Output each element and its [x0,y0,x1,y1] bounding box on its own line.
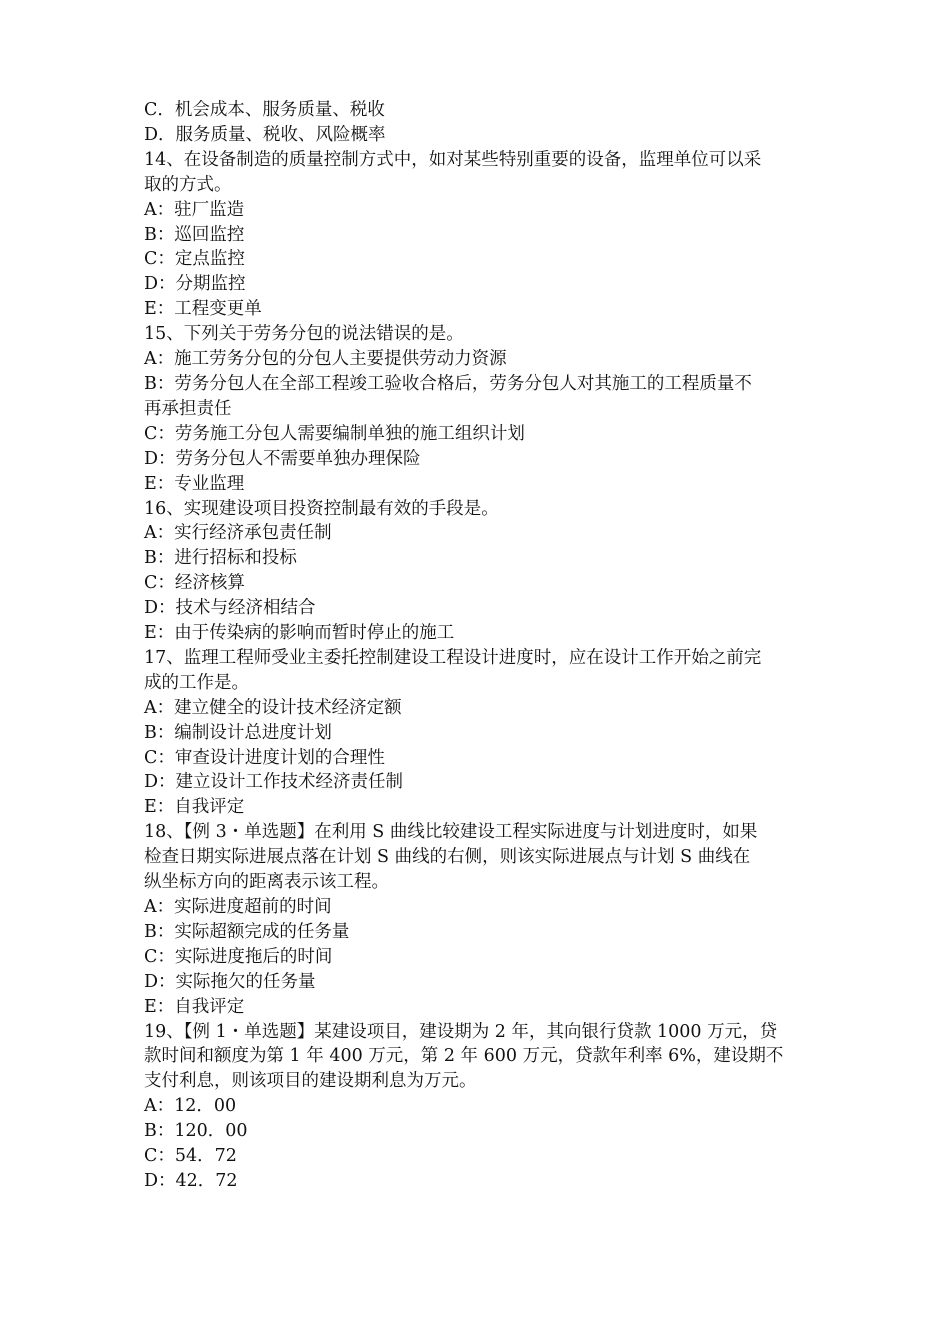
option-d-q13: D．服务质量、税收、风险概率 [144,124,386,145]
question-16: 16、实现建设项目投资控制最有效的手段是。 [144,498,499,519]
option-b-q19: B：120．00 [144,1121,248,1142]
option-e-q15: E：专业监理 [144,473,245,494]
question-19-cont-1: 款时间和额度为第 1 年 400 万元，第 2 年 600 万元，贷款年利率 6%，建设期不 [144,1046,784,1067]
option-c-q17: C：审查设计进度计划的合理性 [144,747,385,768]
option-b-q16: B：进行招标和投标 [144,548,297,569]
question-14-cont: 取的方式。 [144,174,232,195]
option-b-q18: B：实际超额完成的任务量 [144,921,350,942]
option-e-q16: E：由于传染病的影响而暂时停止的施工 [144,623,455,644]
option-c-q14: C：定点监控 [144,249,245,270]
question-15: 15、下列关于劳务分包的说法错误的是。 [144,324,464,345]
option-e-q14: E：工程变更单 [144,299,262,320]
option-d-q16: D：技术与经济相结合 [144,598,316,619]
option-a-q14: A：驻厂监造 [144,199,245,220]
question-14: 14、在设备制造的质量控制方式中，如对某些特别重要的设备，监理单位可以采 [144,149,762,170]
question-18: 18、【例 3・单选题】在利用 S 曲线比较建设工程实际进度与计划进度时，如果 [144,822,758,843]
option-a-q19: A：12．00 [144,1096,237,1117]
option-b-q17: B：编制设计总进度计划 [144,722,332,743]
option-c-q13: C．机会成本、服务质量、税收 [144,100,385,120]
option-a-q18: A：实际进度超前的时间 [144,897,332,917]
option-b-q14: B：巡回监控 [144,224,245,245]
option-c-q15: C：劳务施工分包人需要编制单独的施工组织计划 [144,423,525,444]
option-a-q15: A：施工劳务分包的分包人主要提供劳动力资源 [144,349,507,370]
option-b-q15-cont: 再承担责任 [144,398,232,419]
option-e-q18: E：自我评定 [144,996,245,1017]
option-d-q15: D：劳务分包人不需要单独办理保险 [144,448,421,469]
option-a-q17: A：建立健全的设计技术经济定额 [144,697,402,718]
question-18-cont-2: 纵坐标方向的距离表示该工程。 [144,872,389,893]
question-18-cont-1: 检查日期实际进展点落在计划 S 曲线的右侧，则该实际进展点与计划 S 曲线在 [144,847,751,868]
option-a-q16: A：实行经济承包责任制 [144,523,332,544]
question-19-cont-2: 支付利息，则该项目的建设期利息为万元。 [144,1071,477,1092]
option-c-q18: C：实际进度拖后的时间 [144,946,333,967]
option-d-q14: D：分期监控 [144,274,246,295]
option-d-q19: D：42．72 [144,1170,238,1191]
document-body [144,98,808,1194]
question-17: 17、监理工程师受业主委托控制建设工程设计进度时，应在设计工作开始之前完 [144,647,762,668]
question-19: 19、【例 1・单选题】某建设项目，建设期为 2 年，其向银行贷款 1000 万元，贷 [144,1021,778,1042]
question-17-cont: 成的工作是。 [144,672,249,693]
option-e-q17: E：自我评定 [144,797,245,818]
option-d-q18: D：实际拖欠的任务量 [144,971,316,992]
option-c-q19: C：54．72 [144,1146,237,1167]
option-b-q15: B：劳务分包人在全部工程竣工验收合格后，劳务分包人对其施工的工程质量不 [144,373,752,394]
option-d-q17: D：建立设计工作技术经济责任制 [144,772,404,793]
option-c-q16: C：经济核算 [144,573,245,594]
